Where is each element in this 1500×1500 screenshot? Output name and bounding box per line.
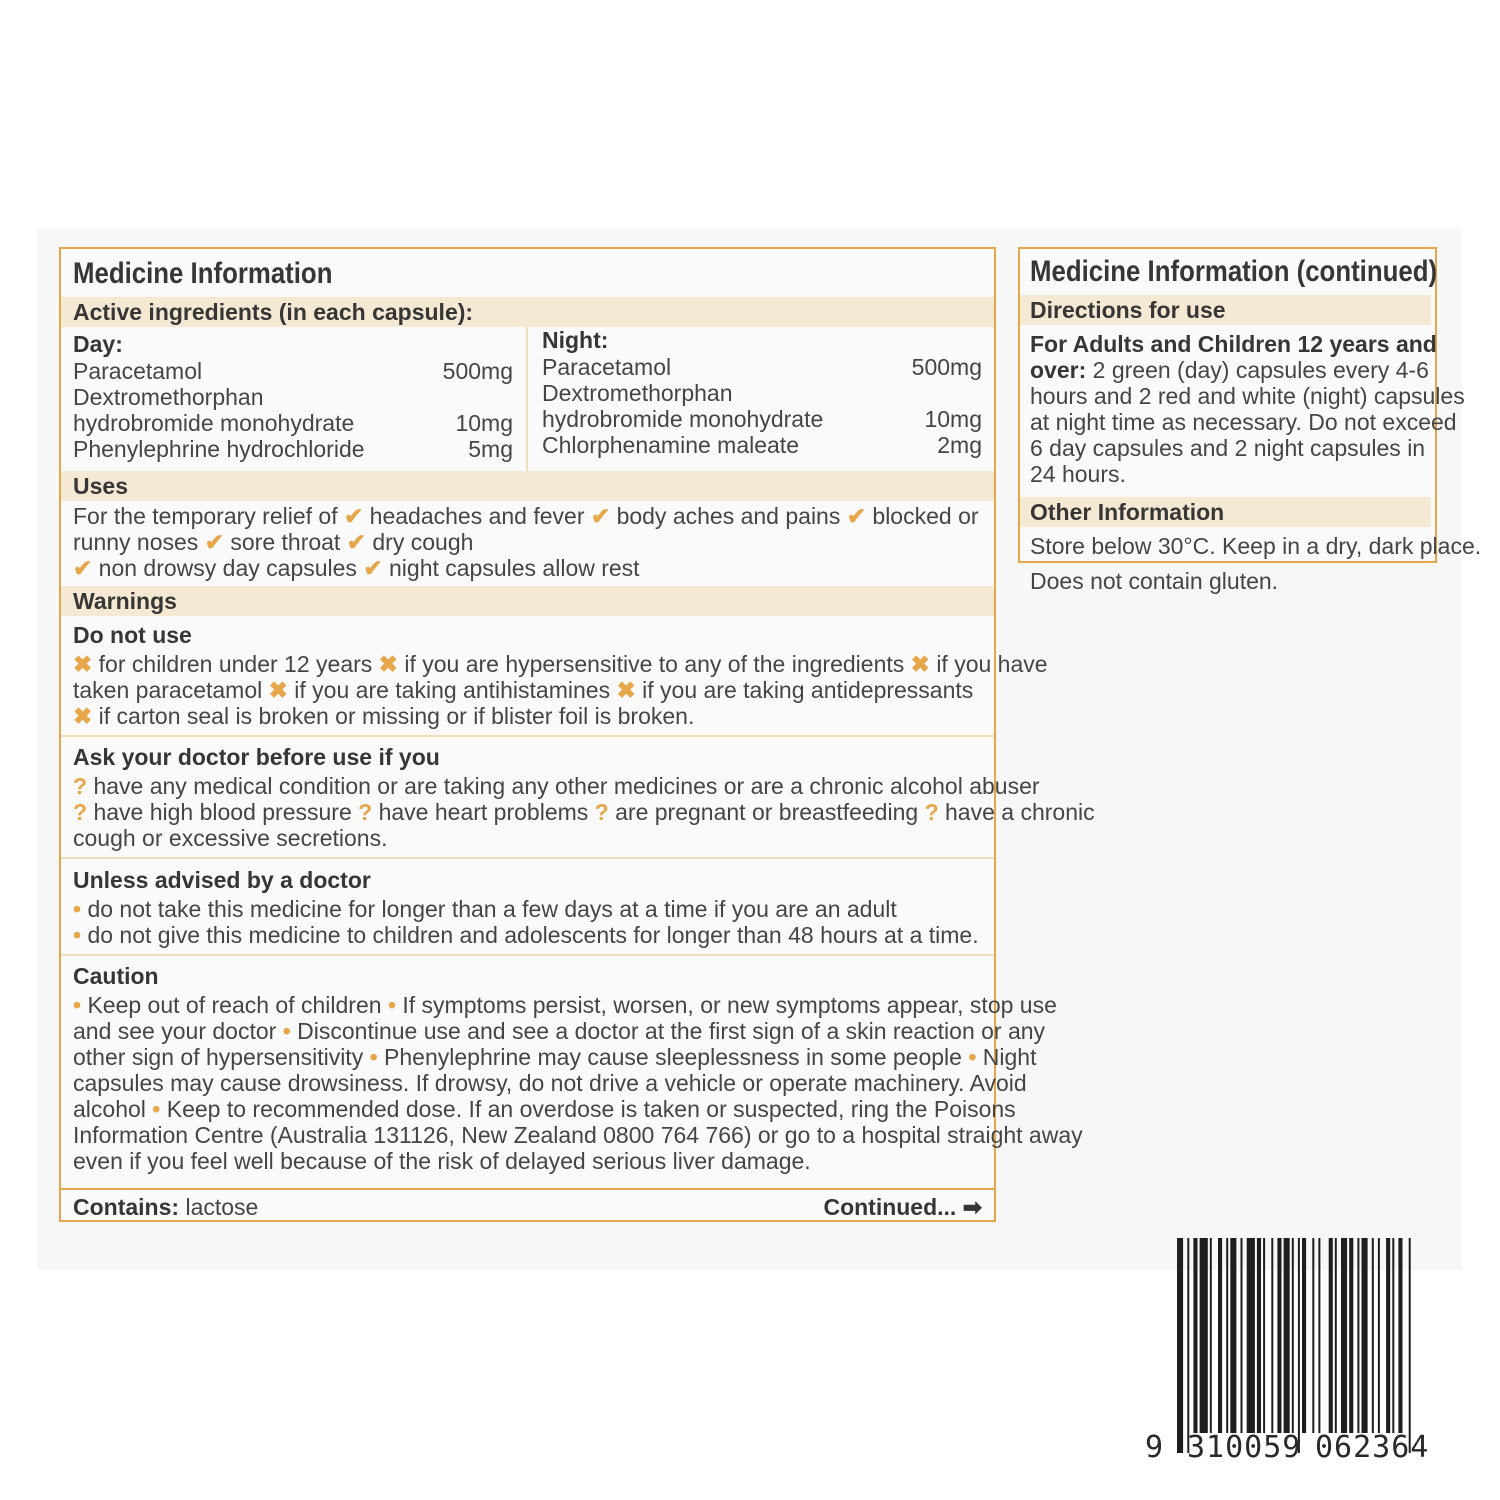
barcode-bar: [1398, 1238, 1402, 1433]
barcode-digits-right: 062364: [1315, 1430, 1430, 1465]
barcode-bar: [1386, 1238, 1390, 1433]
bullet-icon: •: [387, 992, 396, 1018]
check-icon: ✔: [73, 555, 93, 581]
caution-heading: Caution: [73, 963, 159, 989]
arrow-right-icon: ➡: [962, 1194, 982, 1220]
barcode-bar: [1335, 1238, 1337, 1433]
barcode-bar: [1318, 1238, 1320, 1433]
barcode-bar: [1218, 1238, 1222, 1433]
night-ingredients: [542, 327, 982, 458]
question-icon: ?: [924, 799, 939, 825]
bullet-icon: •: [152, 1096, 161, 1122]
barcode-bar: [1187, 1238, 1189, 1453]
question-icon: ?: [73, 799, 88, 825]
barcode-digit-lead: 9: [1145, 1430, 1164, 1465]
section-divider: [61, 954, 994, 956]
bullet-icon: •: [369, 1044, 378, 1070]
barcode-digits-left: 310059: [1187, 1430, 1302, 1465]
contains-line: Contains: lactose: [73, 1194, 259, 1220]
barcode-bar: [1378, 1238, 1380, 1433]
directions-text: For Adults and Children 12 years and over: 2 green (day) capsules every 4-6 hours and 2 red and white (night) capsules at night time as necessary. Do not exceed 6 day capsules and 2 night capsules in 24 hours.: [1030, 331, 1465, 487]
barcode-bar: [1226, 1238, 1228, 1433]
gluten-note: Does not contain gluten.: [1030, 568, 1279, 594]
section-divider: [61, 735, 994, 737]
check-icon: ✔: [344, 503, 364, 529]
column-divider: [526, 327, 528, 487]
uses-list: For the temporary relief of ✔ headaches and fever ✔ body aches and pains ✔ blocked or runny noses ✔ sore throat ✔ dry cough ✔ non drowsy day capsules ✔ night capsules allow rest: [73, 503, 979, 581]
barcode-bar: [1230, 1238, 1236, 1433]
uses-heading: Uses: [61, 471, 994, 501]
cross-icon: ✖: [73, 703, 93, 729]
cross-icon: ✖: [378, 651, 398, 677]
directions-heading: Directions for use: [1020, 295, 1431, 325]
barcode-bar: [1329, 1238, 1333, 1433]
do-not-use-section: Do not use ✖ for children under 12 years ✖ if you are hypersensitive to any of the ingredients ✖ if you have taken paracetamol ✖ if you are taking antihistamines ✖ if you are taking antidepressants ✖ if carton seal is broken or missing or if blister foil is broken.: [73, 622, 1048, 729]
cross-icon: ✖: [268, 677, 288, 703]
check-icon: ✔: [363, 555, 383, 581]
barcode-bar: [1193, 1238, 1197, 1433]
check-icon: ✔: [846, 503, 867, 529]
barcode-bar: [1341, 1238, 1347, 1433]
ingredient-row: hydrobromide monohydrate 10mg: [542, 406, 982, 432]
medicine-information-continued-panel: [1018, 247, 1482, 563]
check-icon: ✔: [346, 529, 366, 555]
bullet-icon: •: [968, 1044, 977, 1070]
unless-advised-heading: Unless advised by a doctor: [73, 867, 371, 893]
section-divider: [61, 857, 994, 859]
check-icon: ✔: [590, 503, 611, 529]
cross-icon: ✖: [910, 651, 930, 677]
barcode-bar: [1392, 1238, 1394, 1433]
barcode-bar: [1263, 1238, 1265, 1433]
barcode-bar: [1200, 1238, 1208, 1433]
barcode-bar: [1277, 1238, 1281, 1433]
ingredient-row: hydrobromide monohydrate 10mg: [73, 410, 513, 436]
bullet-icon: •: [282, 1018, 291, 1044]
panel-title: Medicine Information: [73, 257, 333, 290]
ask-doctor-heading: Ask your doctor before use if you: [73, 744, 440, 770]
barcode-bar: [1247, 1238, 1255, 1433]
question-icon: ?: [358, 799, 373, 825]
ingredient-row: Dextromethorphan: [542, 380, 733, 406]
ingredient-row: Phenylephrine hydrochloride 5mg: [73, 436, 513, 462]
question-icon: ?: [73, 773, 88, 799]
day-label: Day:: [73, 331, 123, 357]
other-information-heading: Other Information: [1020, 497, 1431, 527]
barcode-bar: [1372, 1238, 1374, 1433]
cross-icon: ✖: [73, 651, 93, 677]
caution-section: Caution • Keep out of reach of children • If symptoms persist, worsen, or new symptoms appear, stop use and see your doctor • Discontinue use and see a doctor at the first sign of a skin reaction or any other sign of hypersensitivity • Phenylephrine may cause sleeplessness in some people • Night capsules may cause drowsiness. If drowsy, do not drive a vehicle or operate machinery. Avoid alcohol • Keep to recommended dose. If an overdose is taken or suspected, ring the Poisons Information Centre (Australia 131126, New Zealand 0800 764 766) or go to a hospital straight away even if you feel well because of the risk of delayed serious liver damage.: [73, 963, 1083, 1174]
bullet-icon: •: [73, 896, 82, 922]
ingredient-row: Dextromethorphan: [73, 384, 264, 410]
cross-icon: ✖: [616, 677, 636, 703]
barcode-bar: [1292, 1238, 1294, 1433]
barcode-bar: [1177, 1238, 1183, 1453]
bullet-icon: •: [73, 922, 82, 948]
do-not-use-heading: Do not use: [73, 622, 192, 648]
barcode-bar: [1349, 1238, 1353, 1433]
barcode-bar: [1312, 1238, 1314, 1433]
barcode-bar: [1210, 1238, 1212, 1433]
barcode-bar: [1302, 1238, 1306, 1433]
continued-label: Continued... ➡: [823, 1194, 982, 1220]
storage-text: Store below 30°C. Keep in a dry, dark place.: [1030, 533, 1482, 559]
unless-advised-section: Unless advised by a doctor • do not take this medicine for longer than a few days at a time if you are an adult • do not give this medicine to children and adolescents for longer than 48 hours at a time.: [73, 867, 979, 948]
barcode-bar: [1241, 1238, 1243, 1433]
barcode-bar: [1298, 1238, 1300, 1453]
bullet-icon: •: [73, 992, 82, 1018]
ingredient-row: Paracetamol 500mg: [542, 354, 982, 380]
night-label: Night:: [542, 327, 609, 353]
barcode: [1145, 1238, 1442, 1465]
warnings-heading: Warnings: [61, 586, 994, 616]
active-ingredients-heading: Active ingredients (in each capsule):: [61, 297, 994, 327]
barcode-bar: [1271, 1238, 1273, 1433]
barcode-bar: [1357, 1238, 1359, 1433]
ingredient-row: Paracetamol 500mg: [73, 358, 513, 384]
barcode-bar: [1362, 1238, 1368, 1433]
day-ingredients: [73, 331, 513, 462]
medicine-information-panel: [59, 247, 1095, 1222]
barcode-bar: [1409, 1238, 1411, 1453]
footer-divider: [61, 1188, 994, 1190]
carton-back: [37, 228, 1482, 1465]
ask-doctor-section: Ask your doctor before use if you ? have any medical condition or are taking any other medicines or are a chronic alcohol abuser ? have high blood pressure ? have heart problems ? are pregnant or breastfeeding ? have a chronic cough or excessive secretions.: [73, 744, 1095, 851]
continued-panel-title: Medicine Information (continued): [1030, 255, 1438, 288]
ingredient-row: Chlorphenamine maleate 2mg: [542, 432, 982, 458]
barcode-bar: [1284, 1238, 1290, 1433]
barcode-bar: [1257, 1238, 1261, 1433]
question-icon: ?: [594, 799, 609, 825]
check-icon: ✔: [204, 529, 224, 555]
barcode-bars: [1177, 1238, 1442, 1453]
